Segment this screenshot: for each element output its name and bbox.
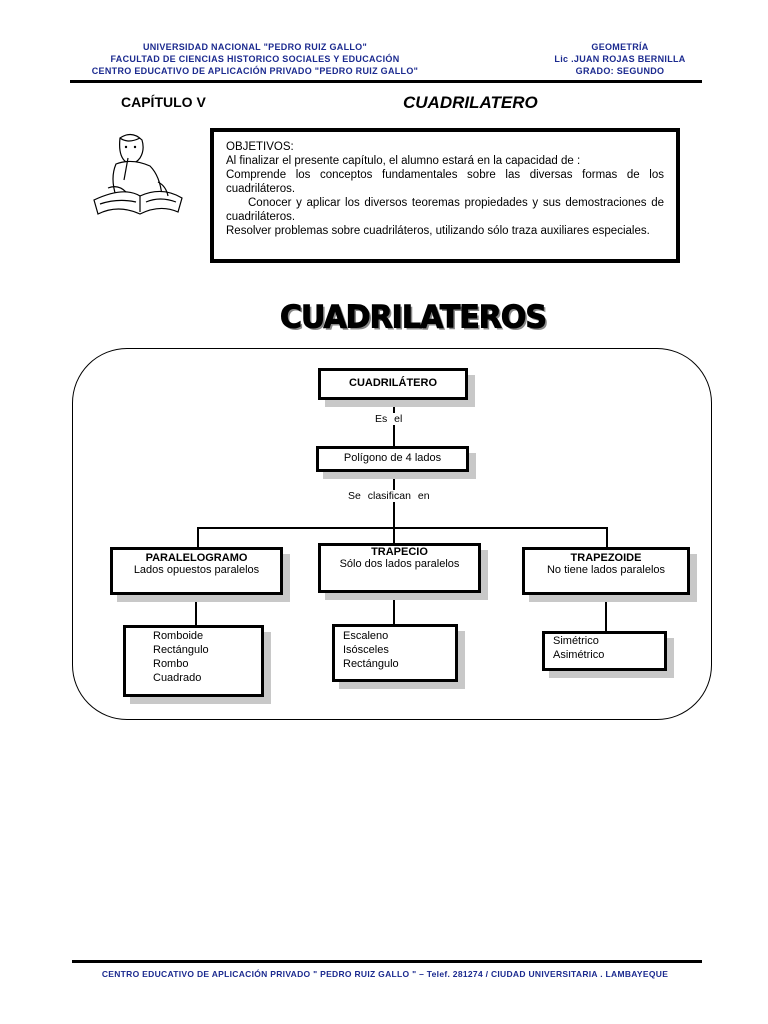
node-trapezoide (522, 547, 690, 595)
header-divider (70, 80, 702, 83)
list-item: Cuadrado (153, 672, 202, 684)
objective-item: Conocer y aplicar los diversos teoremas propiedades y sus demostraciones de cuadriláteros. (226, 197, 664, 223)
node-poligono (316, 446, 469, 472)
connector-line (393, 591, 395, 626)
list-item: Rombo (153, 658, 189, 670)
objectives-heading: OBJETIVOS: (226, 141, 294, 153)
node-title: PARALELOGRAMO (145, 552, 248, 564)
edge-label-es-el: Es el (372, 413, 405, 425)
node-description: No tiene lados paralelos (546, 564, 666, 576)
list-item: Rectángulo (343, 658, 399, 670)
school-name: CENTRO EDUCATIVO DE APLICACIÓN PRIVADO "PEDRO RUIZ GALLO" (91, 66, 419, 76)
node-trapezoide-types (542, 631, 667, 671)
edge-label-se-clasifican: Se clasifican en (345, 490, 433, 502)
chapter-label: CAPÍTULO V (121, 94, 206, 110)
grade-label: GRADO: SEGUNDO (575, 66, 665, 76)
objectives-intro: Al finalizar el presente capítulo, el alumno estará en la capacidad de : (226, 155, 581, 167)
list-item: Simétrico (553, 635, 599, 647)
connector-line (605, 593, 607, 633)
node-cuadrilatero (318, 368, 468, 400)
node-paralelogramo (110, 547, 283, 595)
list-item: Romboide (153, 630, 204, 642)
node-description: Lados opuestos paralelos (133, 564, 260, 576)
footer-text: CENTRO EDUCATIVO DE APLICACIÓN PRIVADO " PEDRO RUIZ GALLO " – Telef. 281274 / CIUDAD UNIVERSITARIA . LAMBAYEQUE (101, 969, 669, 979)
institution-header (40, 41, 470, 77)
connector-line (606, 527, 608, 549)
node-paralelogramo-types (123, 625, 264, 697)
connector-line (197, 527, 199, 549)
footer-divider (72, 960, 702, 963)
node-trapecio-types (332, 624, 458, 682)
university-name: UNIVERSIDAD NACIONAL "PEDRO RUIZ GALLO" (142, 42, 368, 52)
list-item: Isósceles (343, 644, 389, 656)
node-label: CUADRILÁTERO (349, 377, 437, 389)
connector-line (197, 527, 607, 529)
objective-item: Resolver problemas sobre cuadriláteros, utilizando sólo traza auxiliares especiales. (226, 225, 650, 237)
course-header (500, 41, 740, 77)
chapter-title: CUADRILATERO (403, 93, 538, 112)
list-item: Rectángulo (153, 644, 209, 656)
node-description: Sólo dos lados paralelos (339, 558, 460, 570)
connector-line (195, 593, 197, 627)
node-trapecio (318, 543, 481, 593)
node-title: TRAPEZOIDE (570, 552, 642, 564)
teacher-name: Lic .JUAN ROJAS BERNILLA (554, 54, 686, 64)
objective-item: Comprende los conceptos fundamentales sobre las diversas formas de los cuadriláteros. (226, 169, 664, 195)
faculty-name: FACULTAD DE CIENCIAS HISTORICO SOCIALES Y EDUCACIÓN (110, 54, 400, 64)
node-label: Polígono de 4 lados (343, 452, 442, 464)
student-reading-illustration (88, 130, 183, 225)
list-item: Escaleno (343, 630, 389, 642)
diagram-title: CUADRILATEROS (280, 299, 547, 336)
course-subject: GEOMETRÍA (591, 42, 649, 52)
list-item: Asimétrico (553, 649, 605, 661)
objectives-box (210, 128, 680, 263)
node-title: TRAPECIO (371, 546, 428, 558)
